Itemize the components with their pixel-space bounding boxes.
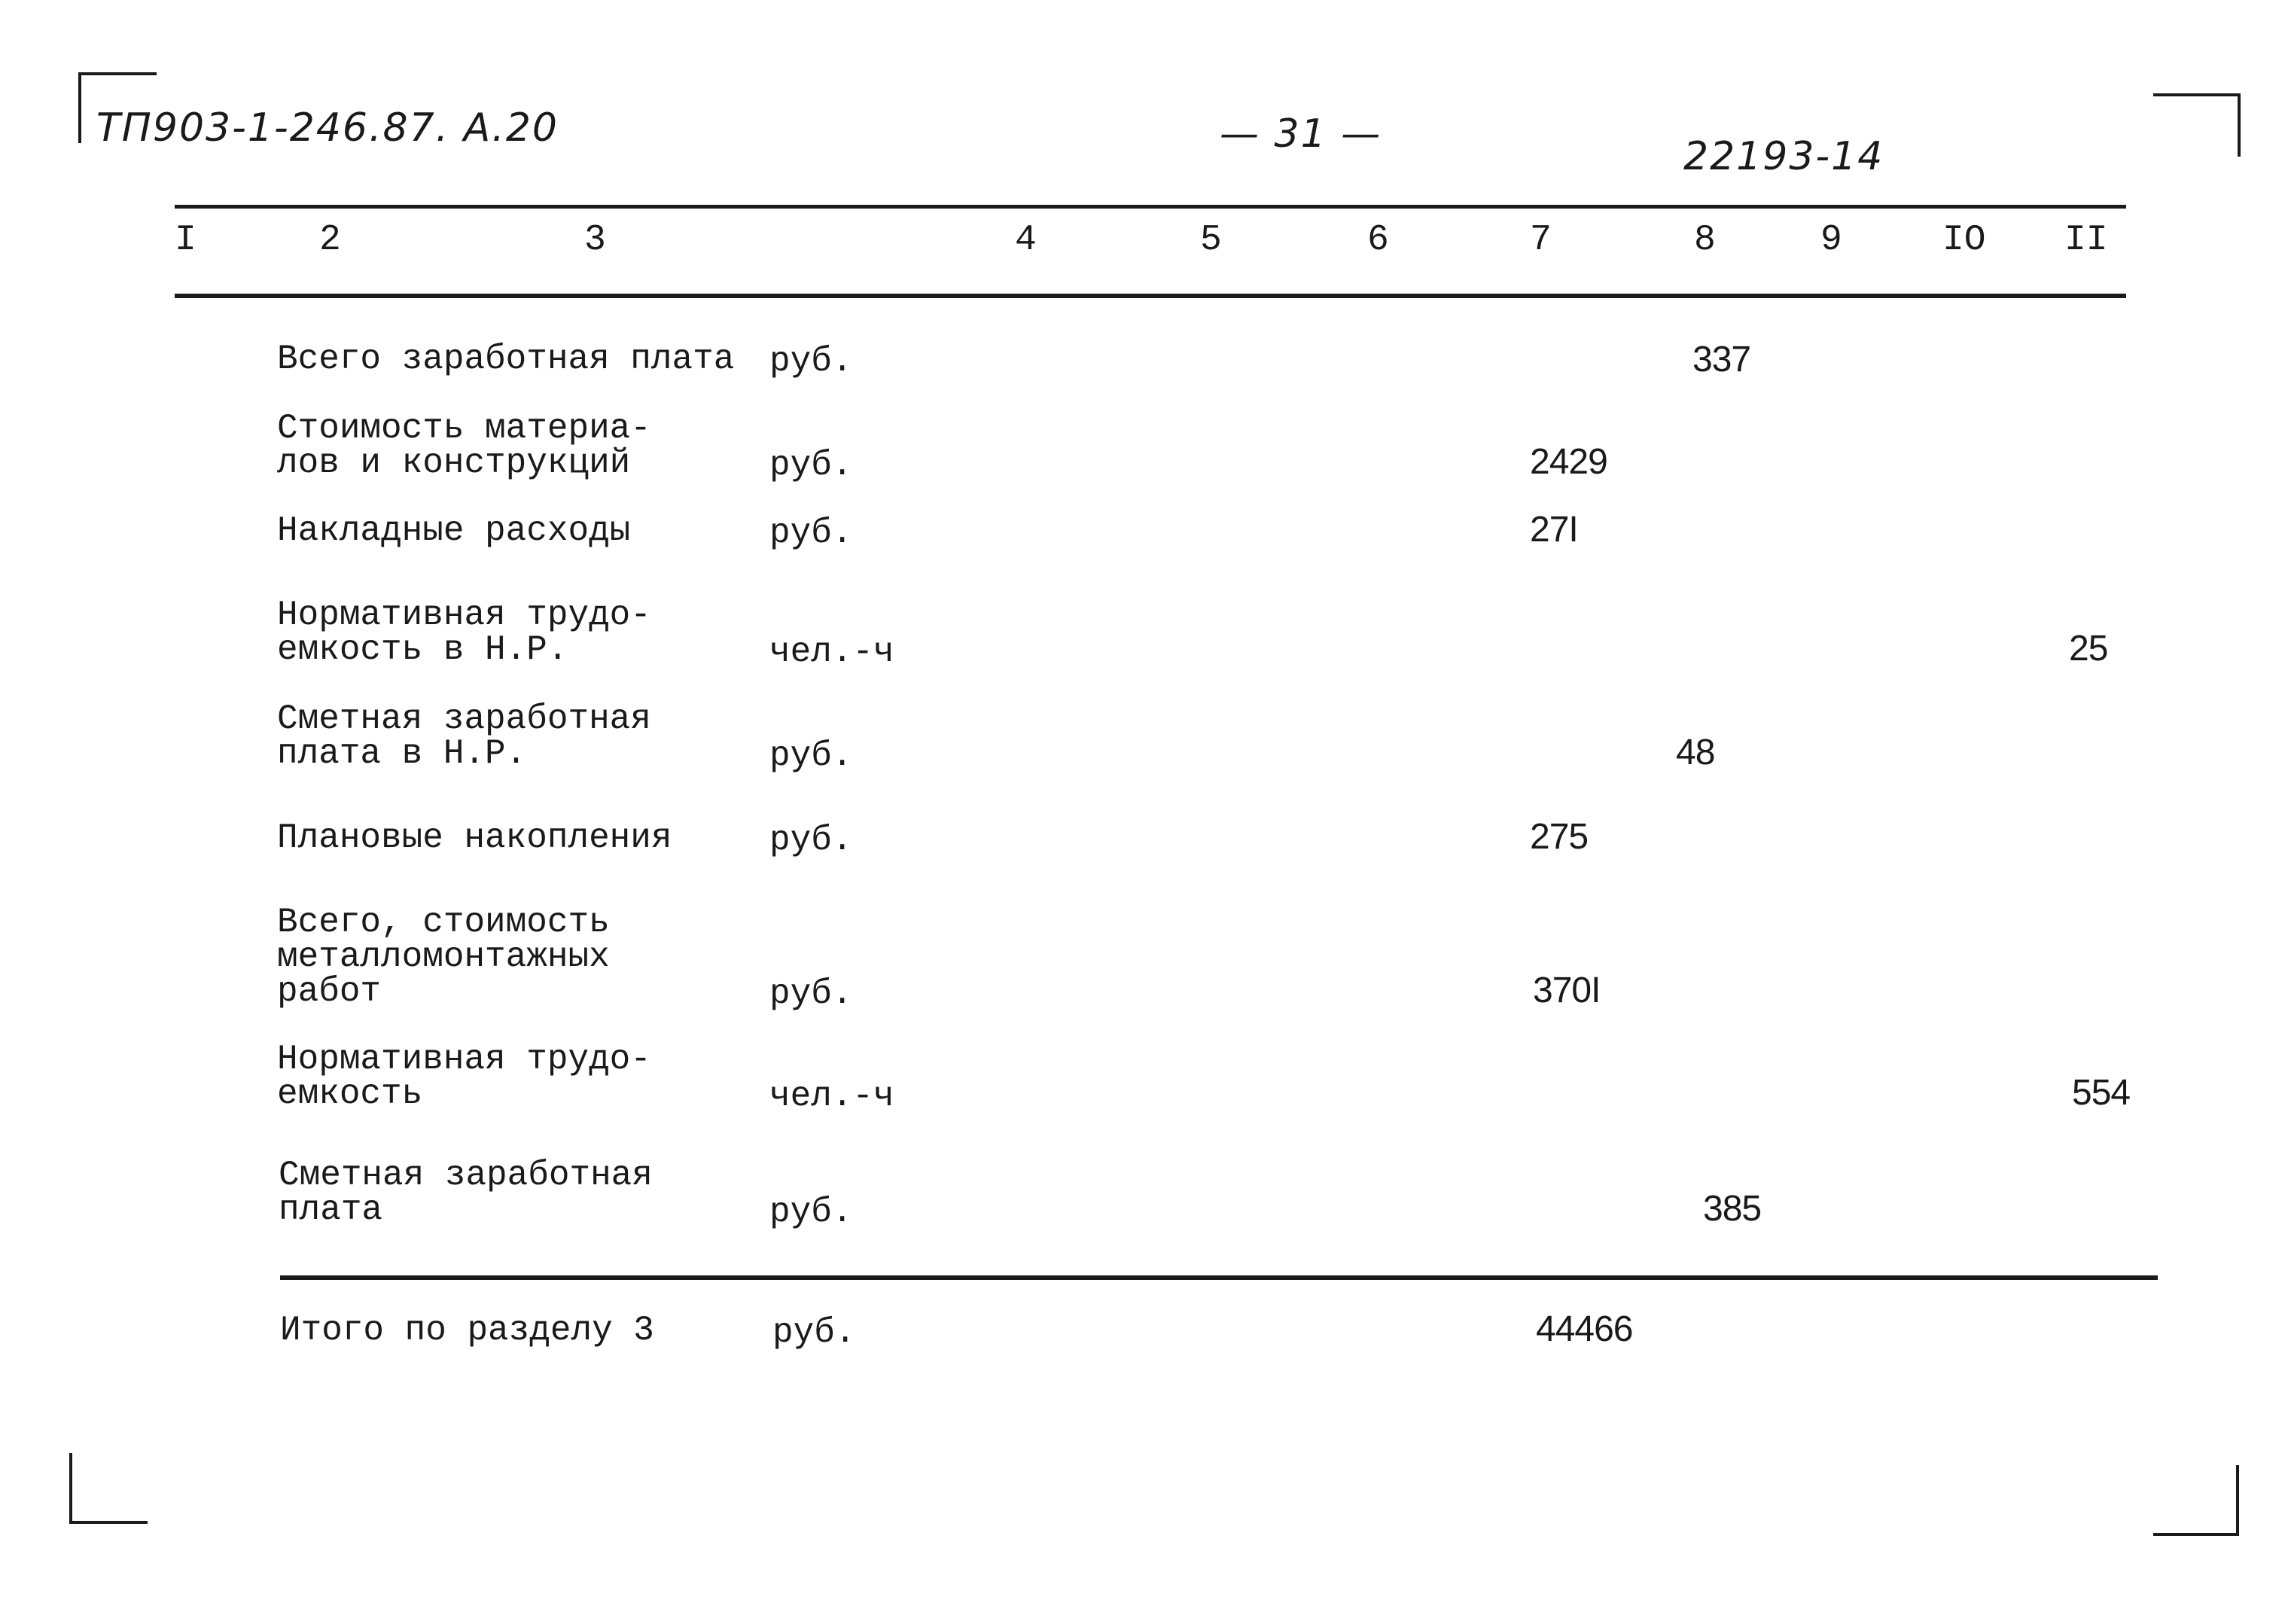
row-label: емкость [277,1074,423,1114]
column-number: 9 [1820,220,1842,261]
column-number: 8 [1694,220,1716,261]
row-value: 2429 [1530,442,1607,482]
column-number: 7 [1530,220,1552,261]
header-bottom-rule [175,294,2126,298]
row-label: металломонтажных [277,937,610,977]
row-label: плата [279,1190,383,1229]
column-number: 4 [1015,220,1037,261]
column-number: 2 [319,220,341,261]
row-label: Накладные расходы [277,511,631,550]
corner-mark-bottom-left [69,1453,148,1524]
column-number: 5 [1200,220,1222,261]
row-label: Нормативная трудо- [277,1040,651,1079]
header-top-rule [175,205,2126,209]
row-label: Нормативная трудо- [277,596,651,635]
row-unit: руб. [769,974,853,1013]
corner-mark-bottom-right [2153,1465,2239,1536]
row-label: плата в Н.Р. [277,734,527,773]
document-code: ТП903-1-246.87. А.20 [96,105,559,151]
row-value: 385 [1703,1189,1762,1229]
row-unit: чел.-ч [769,1077,894,1116]
row-value: 275 [1530,817,1589,857]
row-value: 370I [1533,970,1601,1010]
row-unit: чел.-ч [769,632,894,672]
row-label: емкость в Н.Р. [277,630,568,669]
row-unit: руб. [769,736,853,775]
total-separator-rule [280,1275,2158,1280]
total-unit: руб. [772,1313,856,1352]
total-value: 44466 [1536,1309,1633,1349]
column-number: I [175,220,197,261]
row-label: Стоимость материа- [277,409,651,448]
total-label: Итого по разделу 3 [280,1311,654,1350]
row-label: Сметная заработная [279,1156,653,1195]
column-number: II [2064,220,2108,261]
row-label: лов и конструкций [277,443,631,483]
column-number: IO [1942,220,1986,261]
row-label: Всего, стоимость [277,903,610,942]
row-unit: руб. [769,446,853,485]
inventory-number: 22193-14 [1683,134,1884,179]
column-number: 6 [1367,220,1389,261]
row-value: 48 [1676,733,1715,772]
corner-mark-top-right [2153,93,2241,157]
row-label: Всего заработная плата [277,340,735,379]
row-unit: руб. [769,1193,853,1232]
row-value: 27I [1530,510,1578,550]
page-number: — 31 — [1220,111,1382,157]
row-unit: руб. [769,342,853,381]
row-value: 337 [1692,340,1751,379]
row-value: 554 [2072,1073,2131,1113]
row-unit: руб. [769,513,853,553]
column-number: 3 [584,220,606,261]
row-label: Плановые накопления [277,818,672,858]
row-unit: руб. [769,821,853,860]
row-value: 25 [2069,629,2108,669]
row-label: работ [277,972,382,1011]
row-label: Сметная заработная [277,699,651,739]
